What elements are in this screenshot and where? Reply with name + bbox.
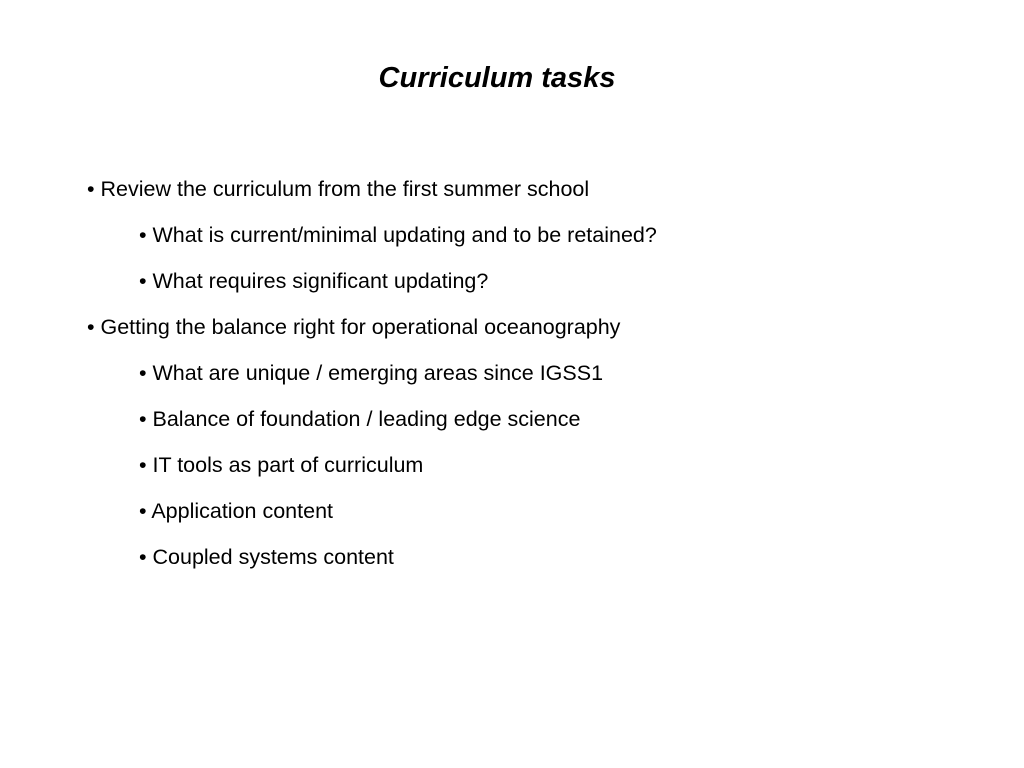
sub-bullet-it-tools: • IT tools as part of curriculum (139, 453, 424, 477)
sub-bullet-coupled-systems: • Coupled systems content (139, 545, 394, 569)
sub-bullet-foundation-leading-edge: • Balance of foundation / leading edge science (139, 407, 581, 431)
bullet-item-review-curriculum: • Review the curriculum from the first summer school (87, 177, 590, 201)
sub-bullet-current-minimal-updating: • What is current/minimal updating and to be retained? (139, 223, 657, 247)
sub-bullet-unique-emerging-areas: • What are unique / emerging areas since IGSS1 (139, 361, 604, 385)
sub-bullet-significant-updating: • What requires significant updating? (139, 269, 489, 293)
bullet-list (87, 174, 657, 588)
sub-bullet-application-content: • Application content (139, 499, 333, 523)
bullet-item-balance-operational-oceanography: • Getting the balance right for operational oceanography (87, 315, 621, 339)
slide-title: Curriculum tasks (378, 62, 616, 94)
